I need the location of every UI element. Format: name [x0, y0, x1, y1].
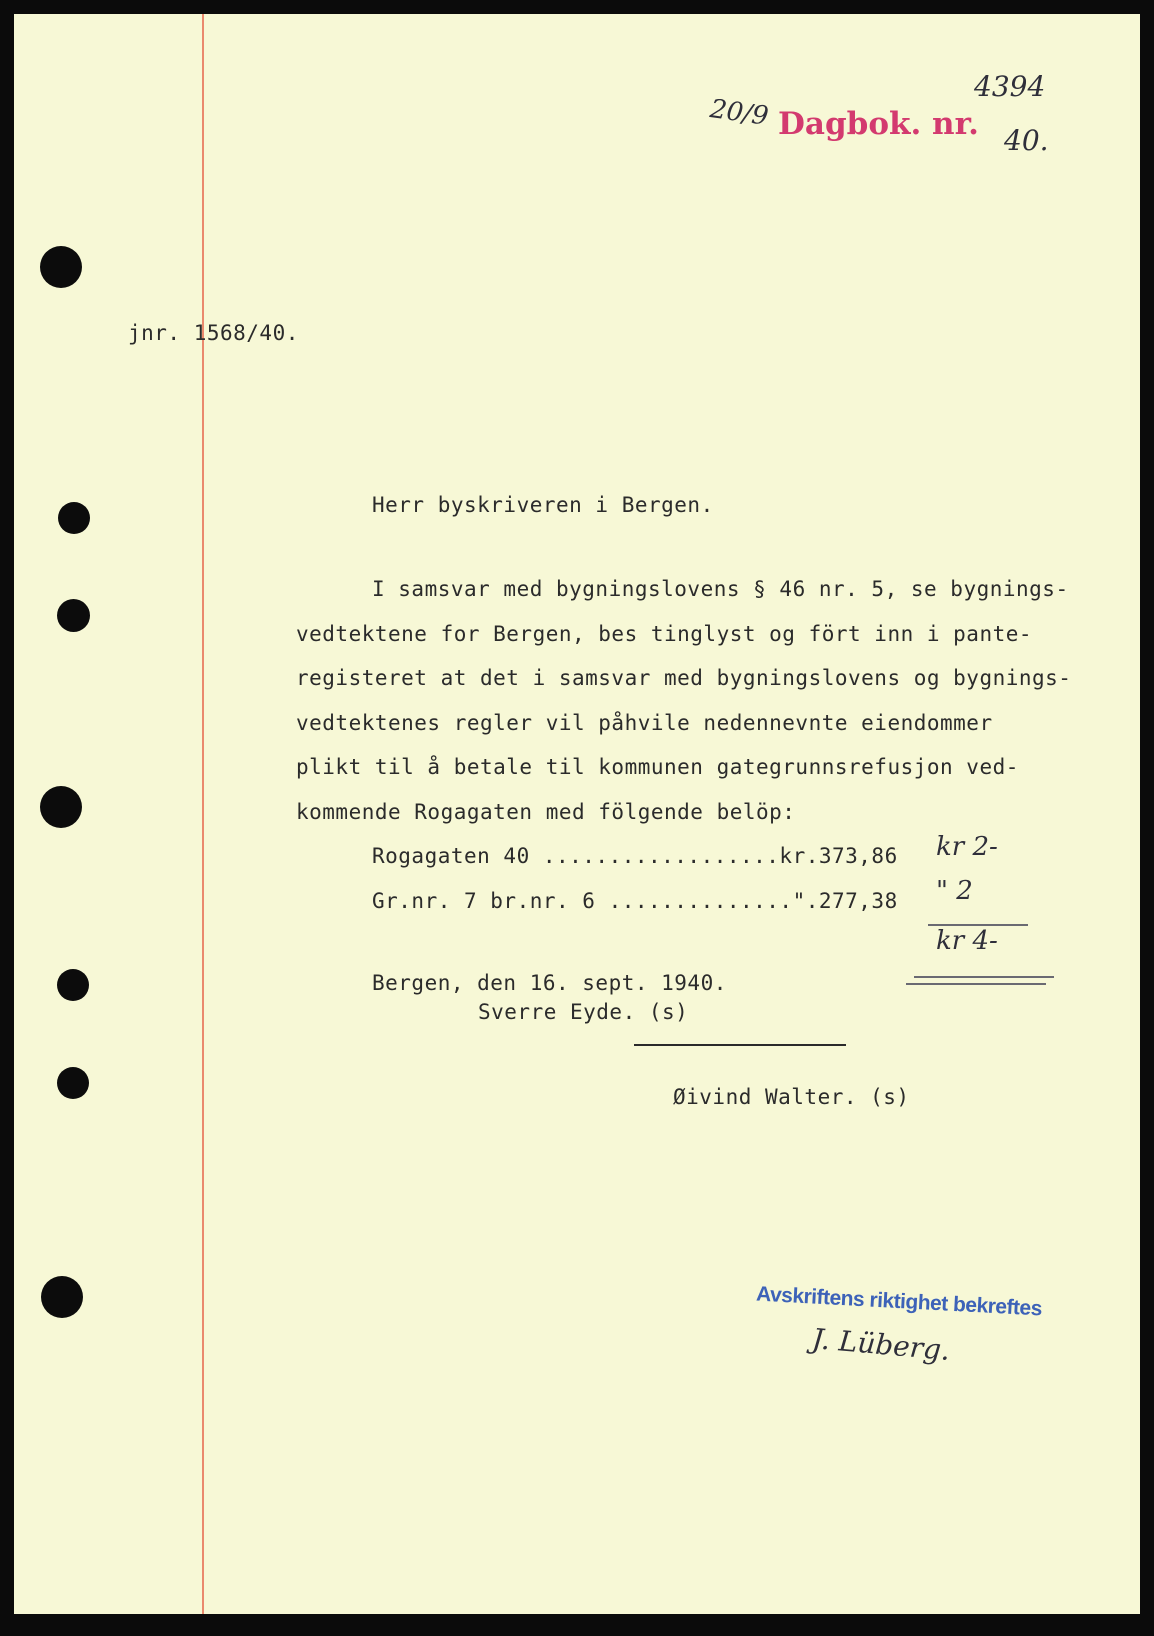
body-line-2: vedtektene for Bergen, bes tinglyst og fört inn i pante- [296, 622, 1033, 646]
body-line-6: kommende Rogagaten med fölgende belöp: [296, 800, 796, 824]
punch-hole-7 [41, 1276, 83, 1318]
body-line-3: registeret at det i samsvar med bygningslovens og bygnings- [296, 666, 1072, 690]
punch-hole-3 [57, 599, 90, 632]
document-page [14, 14, 1140, 1614]
header-date: 20/9 [708, 94, 771, 132]
punch-hole-5 [57, 969, 89, 1001]
total-underline-1 [914, 976, 1054, 978]
dagbok-number: 4394 [974, 70, 1046, 103]
body-line-1: I samsvar med bygningslovens § 46 nr. 5, se bygnings- [372, 577, 1069, 601]
signer-2: Øivind Walter. (s) [673, 1085, 910, 1109]
punch-hole-6 [57, 1067, 89, 1099]
dagbok-year: 40. [1004, 124, 1049, 157]
journal-reference: jnr. 1568/40. [128, 321, 299, 345]
total-note: kr 4- [936, 926, 998, 956]
punch-hole-2 [58, 502, 90, 534]
item-row-1: Rogagaten 40 ..................kr.373,86 [372, 844, 898, 868]
item-row-2: Gr.nr. 7 br.nr. 6 ..............".277,38 [372, 889, 898, 913]
body-line-5: plikt til å betale til kommunen gategrunnsrefusjon ved- [296, 755, 1019, 779]
item-note-2: " 2 [936, 876, 973, 906]
certification-stamp: Avskriftens riktighet bekreftes [755, 1282, 1043, 1321]
signature-rule [634, 1044, 846, 1046]
margin-rule [202, 14, 204, 1614]
dagbok-stamp: Dagbok. nr. [778, 106, 979, 142]
certification-signature: J. Lüberg. [810, 1322, 952, 1367]
salutation: Herr byskriveren i Bergen. [372, 493, 714, 517]
punch-hole-4 [40, 786, 82, 828]
punch-hole-1 [40, 246, 82, 288]
place-date: Bergen, den 16. sept. 1940. [372, 971, 727, 995]
total-underline-2 [906, 983, 1046, 985]
body-line-4: vedtektenes regler vil påhvile nedennevnte eiendommer [296, 711, 993, 735]
item-note-1: kr 2- [936, 832, 998, 862]
signer-1: Sverre Eyde. (s) [478, 1000, 689, 1024]
